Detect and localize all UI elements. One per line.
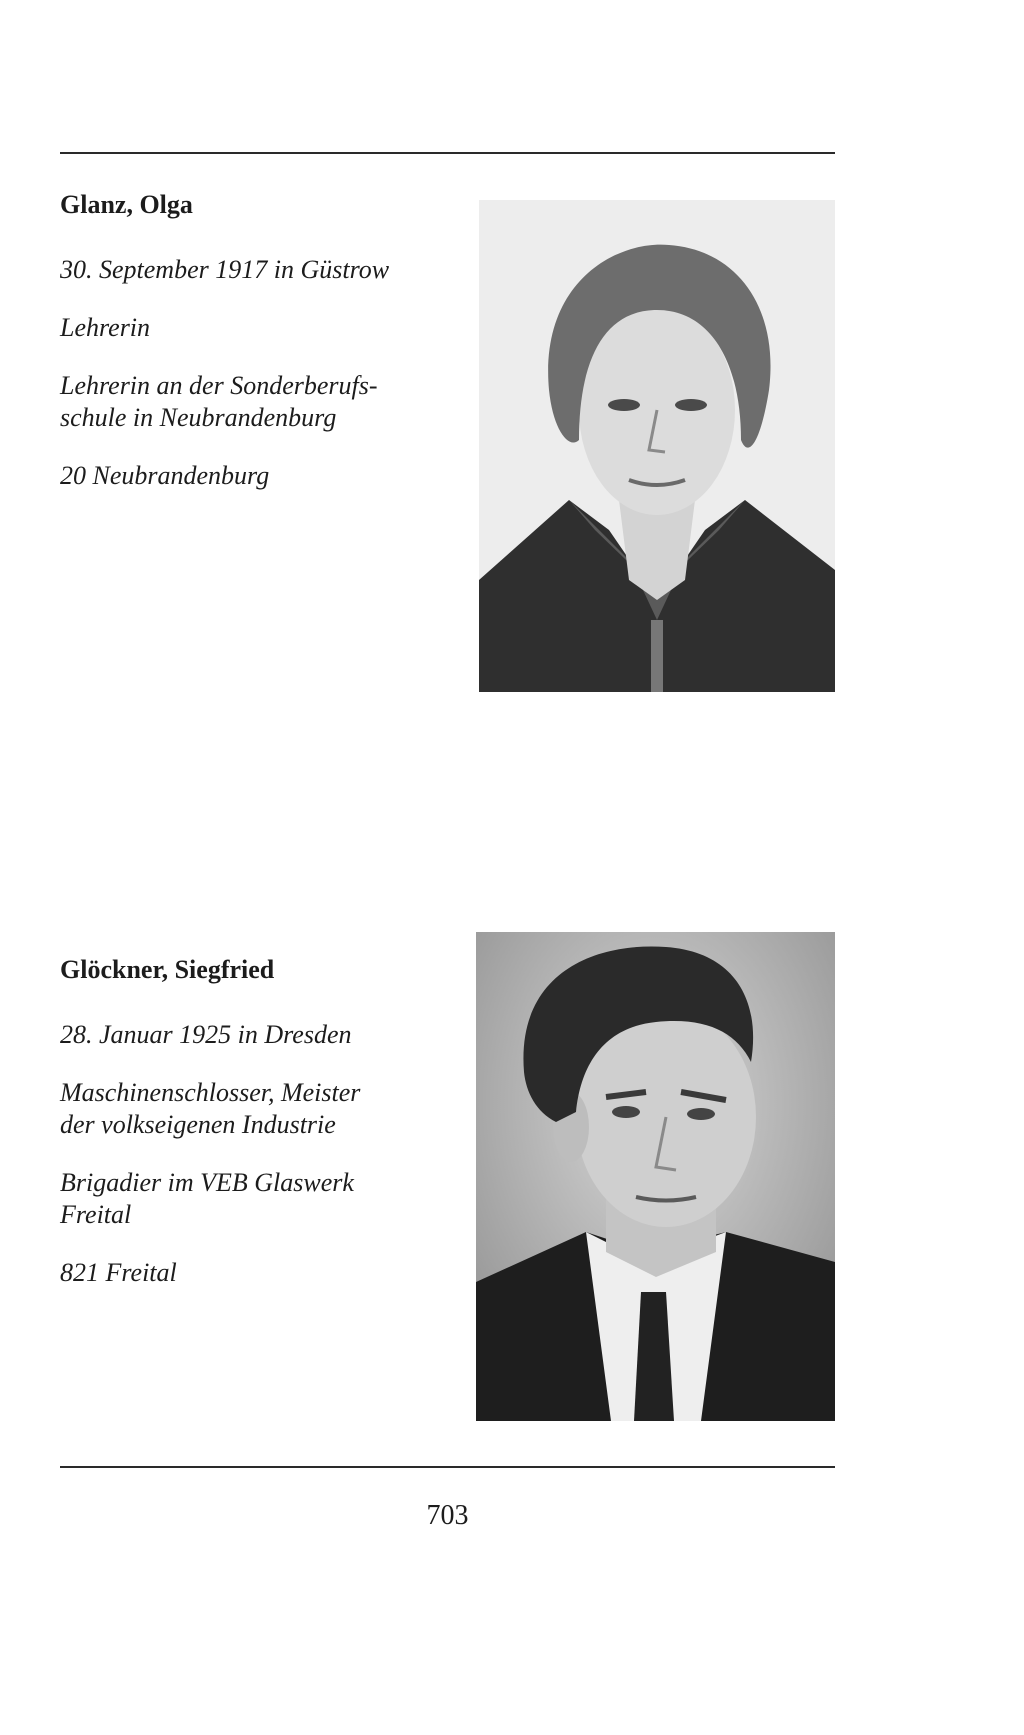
entry-glanz-olga <box>60 190 460 518</box>
entry-position: Brigadier im VEB Glaswerk Freital <box>60 1168 354 1229</box>
entry-gloeckner-siegfried <box>60 955 460 1315</box>
entry-profession: Lehrerin <box>60 313 151 342</box>
entry-birth: 28. Januar 1925 in Dresden <box>60 1020 352 1049</box>
entry-location: 821 Freital <box>60 1258 177 1287</box>
portrait-man-drawing <box>476 932 835 1421</box>
portrait-photo-man <box>476 932 835 1421</box>
portrait-woman-drawing <box>479 200 835 692</box>
entry-birth: 30. September 1917 in Güstrow <box>60 255 390 284</box>
bottom-rule <box>60 1466 835 1468</box>
entry-position: Lehrerin an der Sonderberufs- schule in Neubrandenburg <box>60 371 378 432</box>
entry-name: Glöckner, Siegfried <box>60 955 275 984</box>
page-number: 703 <box>426 1500 469 1531</box>
portrait-photo-woman <box>479 200 835 692</box>
entry-location: 20 Neubrandenburg <box>60 461 270 490</box>
entry-profession: Maschinenschlosser, Meister der volkseigenen Industrie <box>60 1078 361 1139</box>
top-rule <box>60 152 835 154</box>
entry-name: Glanz, Olga <box>60 190 193 219</box>
